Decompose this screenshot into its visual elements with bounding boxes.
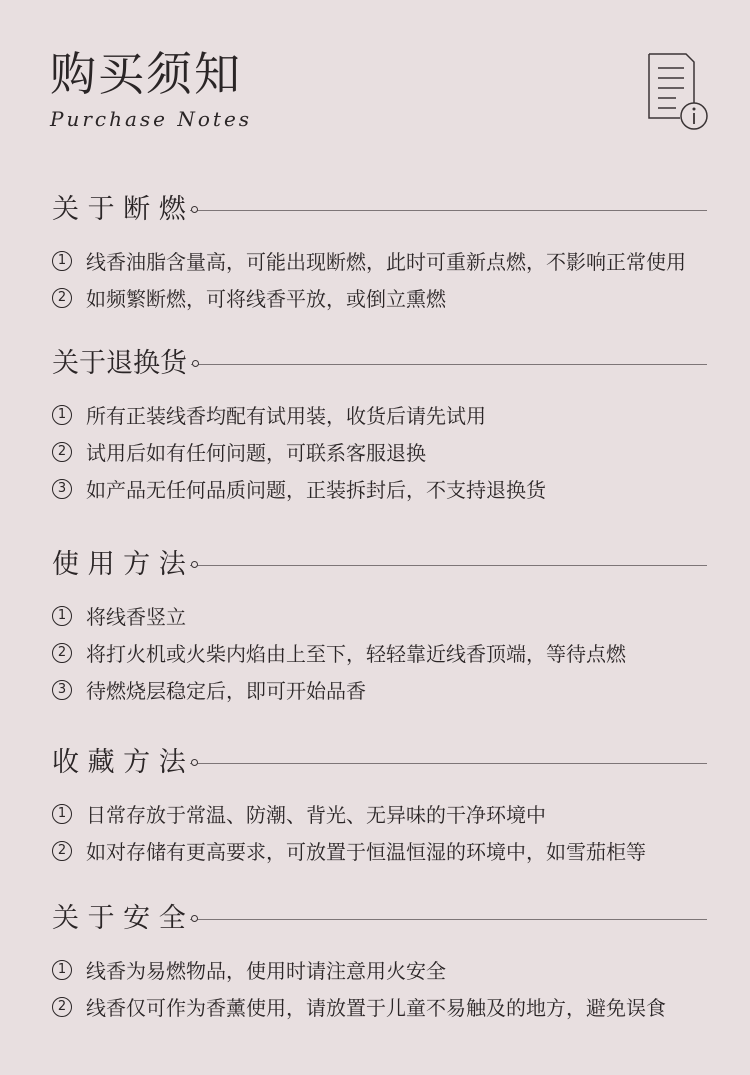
section-storage	[52, 743, 712, 869]
item-text: 日常存放于常温、防潮、背光、无异味的干净环境中	[86, 803, 546, 827]
number-badge: 2	[52, 442, 72, 462]
divider-dot	[191, 206, 198, 213]
number-badge: 2	[52, 997, 72, 1017]
item-text: 所有正装线香均配有试用装，收货后请先试用	[86, 404, 486, 428]
divider-dot	[191, 915, 198, 922]
number-badge: 1	[52, 405, 72, 425]
page-subtitle: Purchase Notes	[50, 107, 253, 131]
number-badge: 2	[52, 841, 72, 861]
item-text: 线香油脂含量高，可能出现断燃，此时可重新点燃，不影响正常使用	[86, 250, 686, 274]
item-text: 线香为易燃物品，使用时请注意用火安全	[86, 959, 446, 983]
section-usage	[52, 545, 712, 708]
list-item	[52, 597, 712, 634]
list-item	[52, 634, 712, 671]
section-safety	[52, 899, 712, 1025]
number-badge: 3	[52, 680, 72, 700]
section-returns	[52, 344, 712, 507]
number-badge: 1	[52, 606, 72, 626]
item-text: 如频繁断燃，可将线香平放，或倒立熏燃	[86, 287, 446, 311]
list-item	[52, 951, 712, 988]
item-text: 试用后如有任何问题，可联系客服退换	[86, 441, 426, 465]
list-item	[52, 242, 712, 279]
item-text: 线香仅可作为香薰使用，请放置于儿童不易触及的地方，避免误食	[86, 996, 666, 1020]
list-item	[52, 396, 712, 433]
number-badge: 3	[52, 479, 72, 499]
divider-dot	[191, 759, 198, 766]
list-item	[52, 795, 712, 832]
section-title: 关于退换货	[52, 344, 191, 384]
number-badge: 2	[52, 288, 72, 308]
section-title: 关 于 安 全	[52, 899, 190, 939]
document-info-icon	[646, 52, 710, 134]
section-title: 收 藏 方 法	[52, 743, 190, 783]
list-item	[52, 470, 712, 507]
section-about-breaking	[52, 190, 712, 316]
list-item	[52, 988, 712, 1025]
item-text: 将打火机或火柴内焰由上至下，轻轻靠近线香顶端，等待点燃	[86, 642, 626, 666]
divider-dot	[192, 360, 199, 367]
item-text: 待燃烧层稳定后，即可开始品香	[86, 679, 366, 703]
page-title: 购买须知	[50, 47, 242, 101]
number-badge: 2	[52, 643, 72, 663]
number-badge: 1	[52, 251, 72, 271]
list-item	[52, 433, 712, 470]
item-text: 如对存储有更高要求，可放置于恒温恒湿的环境中，如雪茄柜等	[86, 840, 646, 864]
list-item	[52, 832, 712, 869]
section-title: 关 于 断 燃	[52, 190, 190, 230]
section-title: 使 用 方 法	[52, 545, 190, 585]
number-badge: 1	[52, 960, 72, 980]
list-item	[52, 671, 712, 708]
list-item	[52, 279, 712, 316]
item-text: 将线香竖立	[86, 605, 186, 629]
item-text: 如产品无任何品质问题，正装拆封后，不支持退换货	[86, 478, 546, 502]
divider-dot	[191, 561, 198, 568]
number-badge: 1	[52, 804, 72, 824]
